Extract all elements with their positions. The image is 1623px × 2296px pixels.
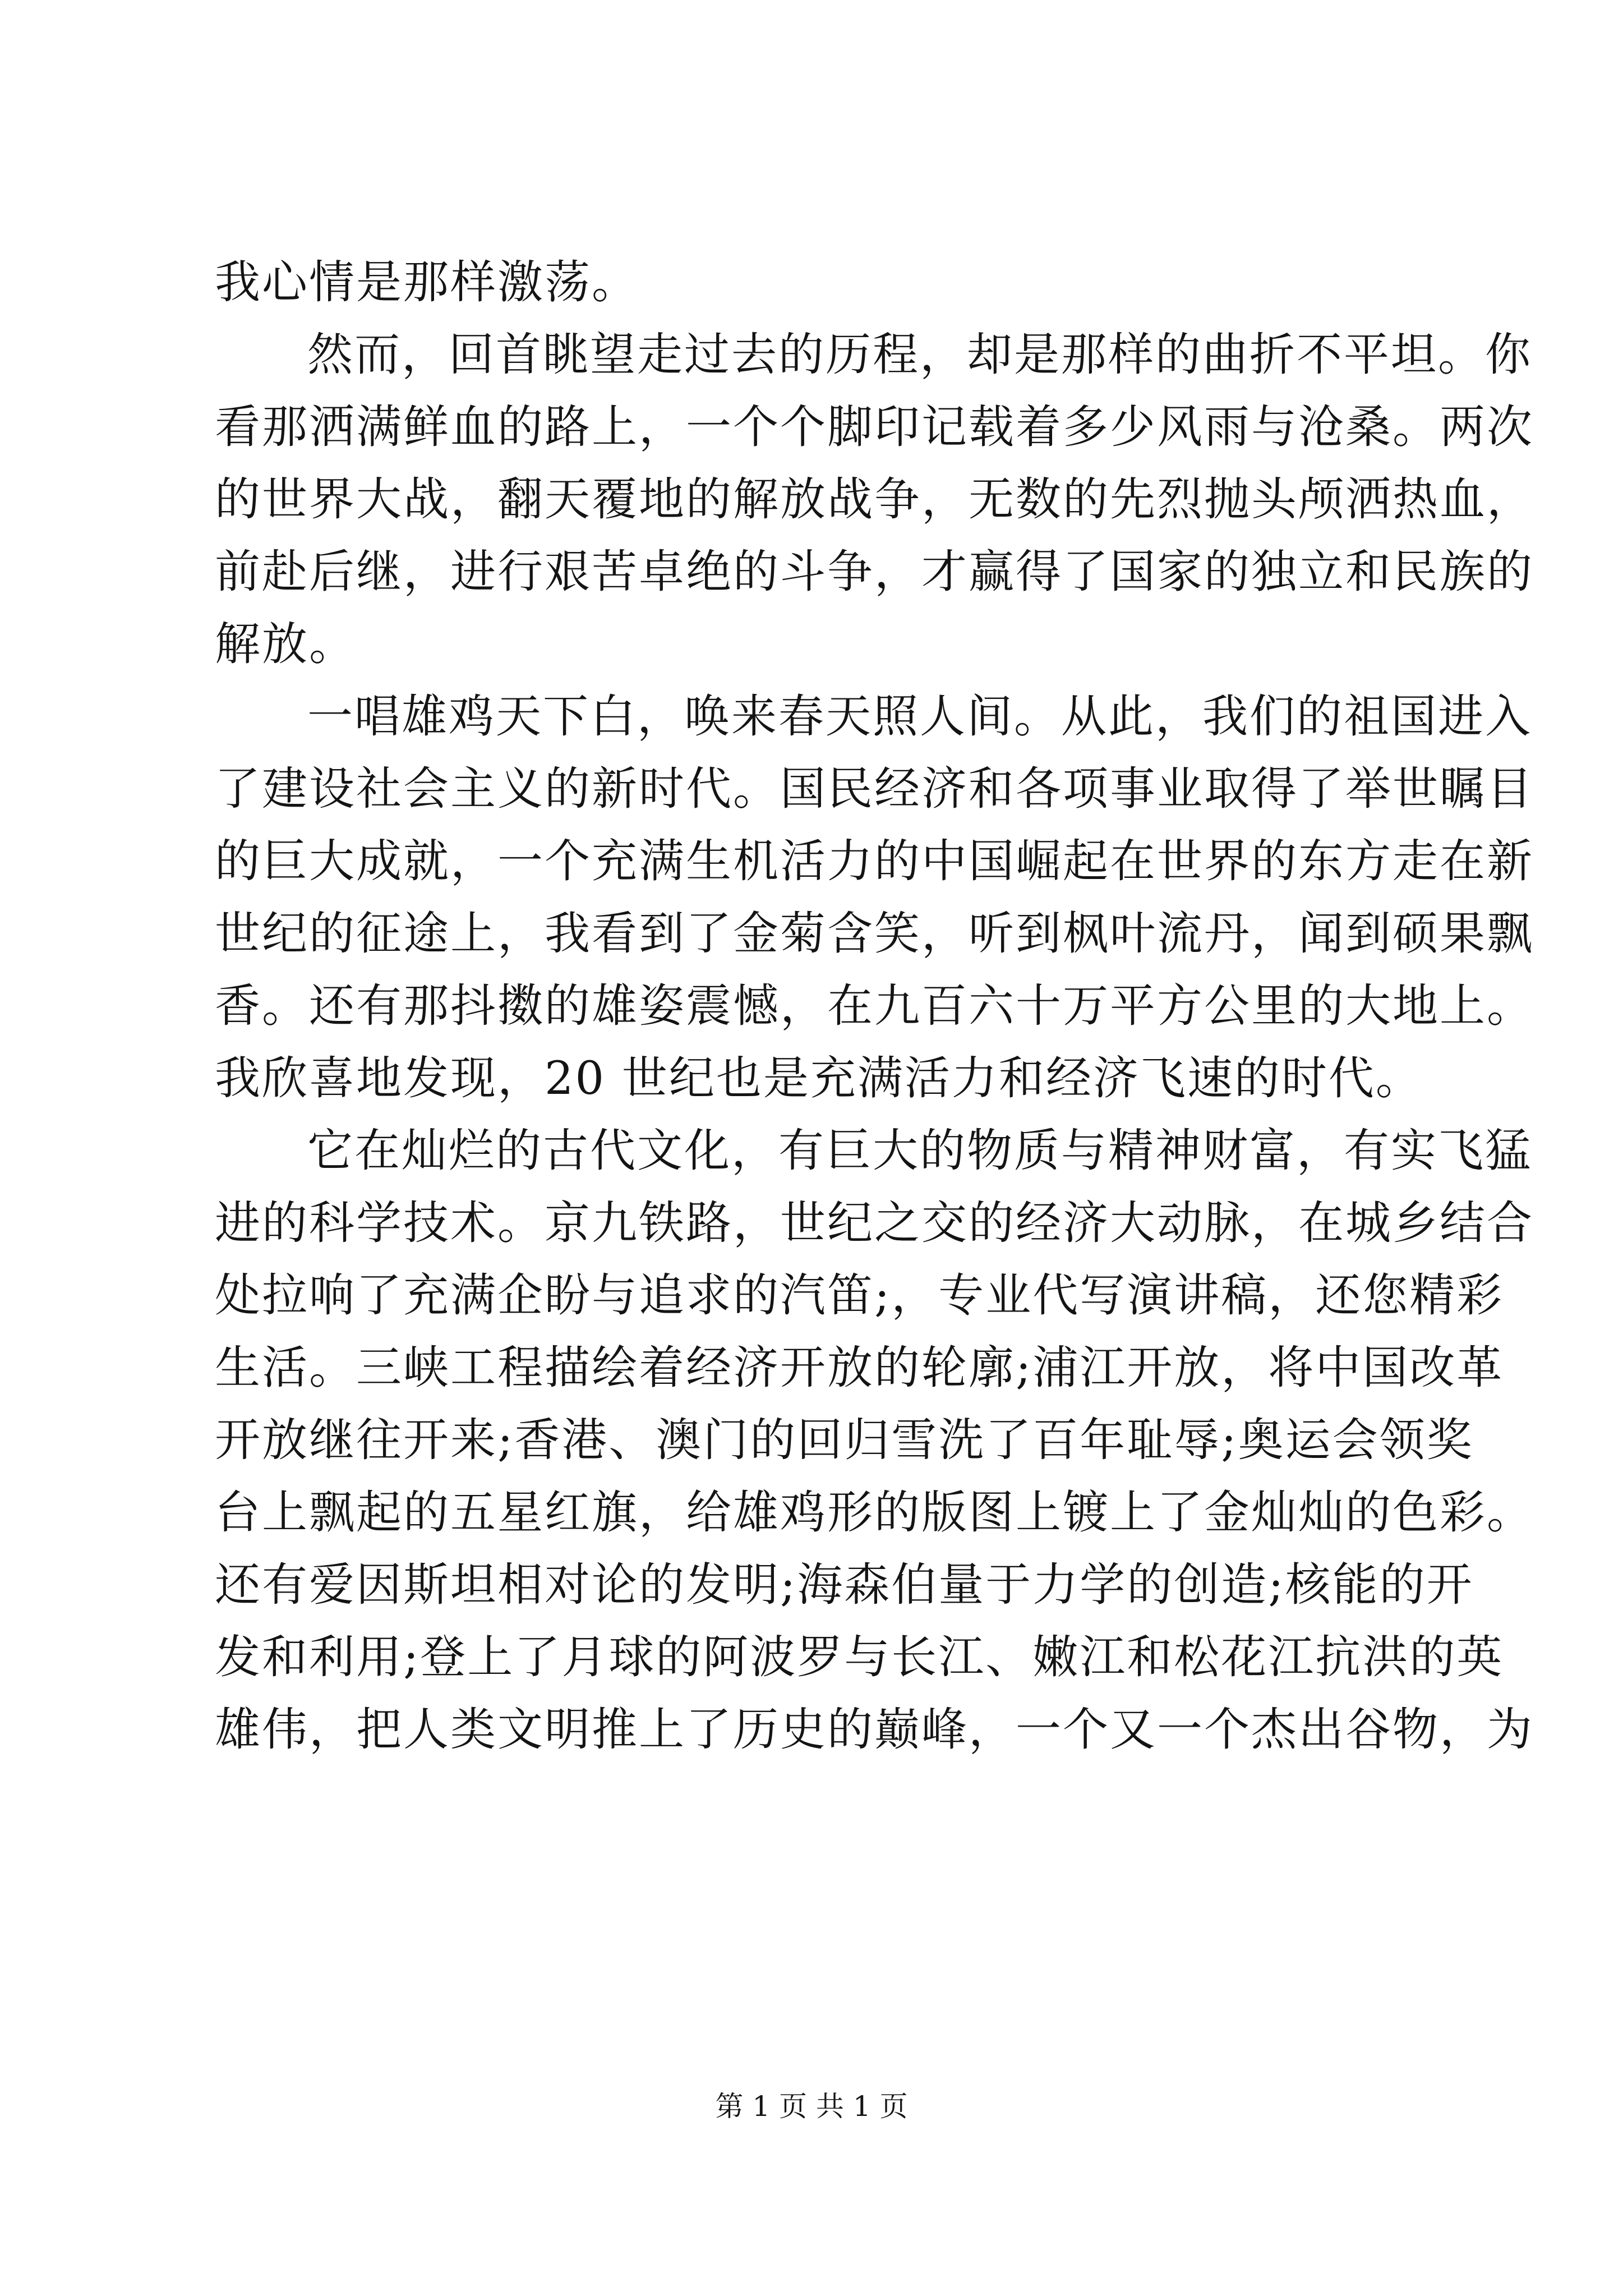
text-line: 还有爱因斯坦相对论的发明;海森伯量于力学的创造;核能的开 — [215, 1559, 1474, 1612]
text-line: 香。还有那抖擞的雄姿震憾，在九百六十万平方公里的大地上。 — [215, 980, 1534, 1033]
text-line: 处拉响了充满企盼与追求的汽笛;，专业代写演讲稿，还您精彩 — [215, 1269, 1504, 1322]
text-line: 前赴后继，进行艰苦卓绝的斗争，才赢得了国家的独立和民族的 — [215, 546, 1534, 599]
page-number: 第 1 页 共 1 页 — [715, 2090, 908, 2123]
text-line: 世纪的征途上，我看到了金菊含笑，听到枫叶流丹，闻到硕果飘 — [215, 908, 1534, 960]
text-line: 雄伟，把人类文明推上了历史的巅峰，一个又一个杰出谷物，为 — [215, 1704, 1534, 1756]
text-line: 发和利用;登上了月球的阿波罗与长江、嫩江和松花江抗洪的英 — [215, 1631, 1504, 1684]
text-line: 开放继往开来;香港、澳门的回归雪洗了百年耻辱;奥运会领奖 — [215, 1414, 1474, 1467]
text-line: 的世界大战，翻天覆地的解放战争，无数的先烈抛头颅洒热血， — [215, 473, 1534, 526]
text-line: 台上飘起的五星红旗，给雄鸡形的版图上镀上了金灿灿的色彩。 — [215, 1487, 1534, 1539]
paragraph-first-line: 它在灿烂的古代文化，有巨大的物质与精神财富，有实飞猛 — [307, 1125, 1533, 1177]
body-text — [215, 247, 1534, 1766]
paragraph-first-line: 然而，回首眺望走过去的历程，却是那样的曲折不平坦。你 — [307, 329, 1533, 381]
text-line: 我欣喜地发现，20 世纪也是充满活力和经济飞速的时代。 — [215, 1052, 1423, 1105]
text-line: 解放。 — [215, 618, 357, 671]
paragraph-first-line: 一唱雄鸡天下白，唤来春天照人间。从此，我们的祖国进入 — [307, 691, 1533, 743]
text-line: 生活。三峡工程描绘着经济开放的轮廓;浦江开放，将中国改革 — [215, 1342, 1504, 1395]
page-footer — [0, 2087, 1623, 2126]
text-line: 的巨大成就，一个充满生机活力的中国崛起在世界的东方走在新 — [215, 835, 1534, 888]
text-line: 了建设社会主义的新时代。国民经济和各项事业取得了举世瞩目 — [215, 763, 1534, 816]
text-line: 看那洒满鲜血的路上，一个个脚印记载着多少风雨与沧桑。两次 — [215, 401, 1534, 454]
text-line: 进的科学技术。京九铁路，世纪之交的经济大动脉，在城乡结合 — [215, 1197, 1534, 1250]
text-line: 我心情是那样激荡。 — [215, 256, 639, 309]
